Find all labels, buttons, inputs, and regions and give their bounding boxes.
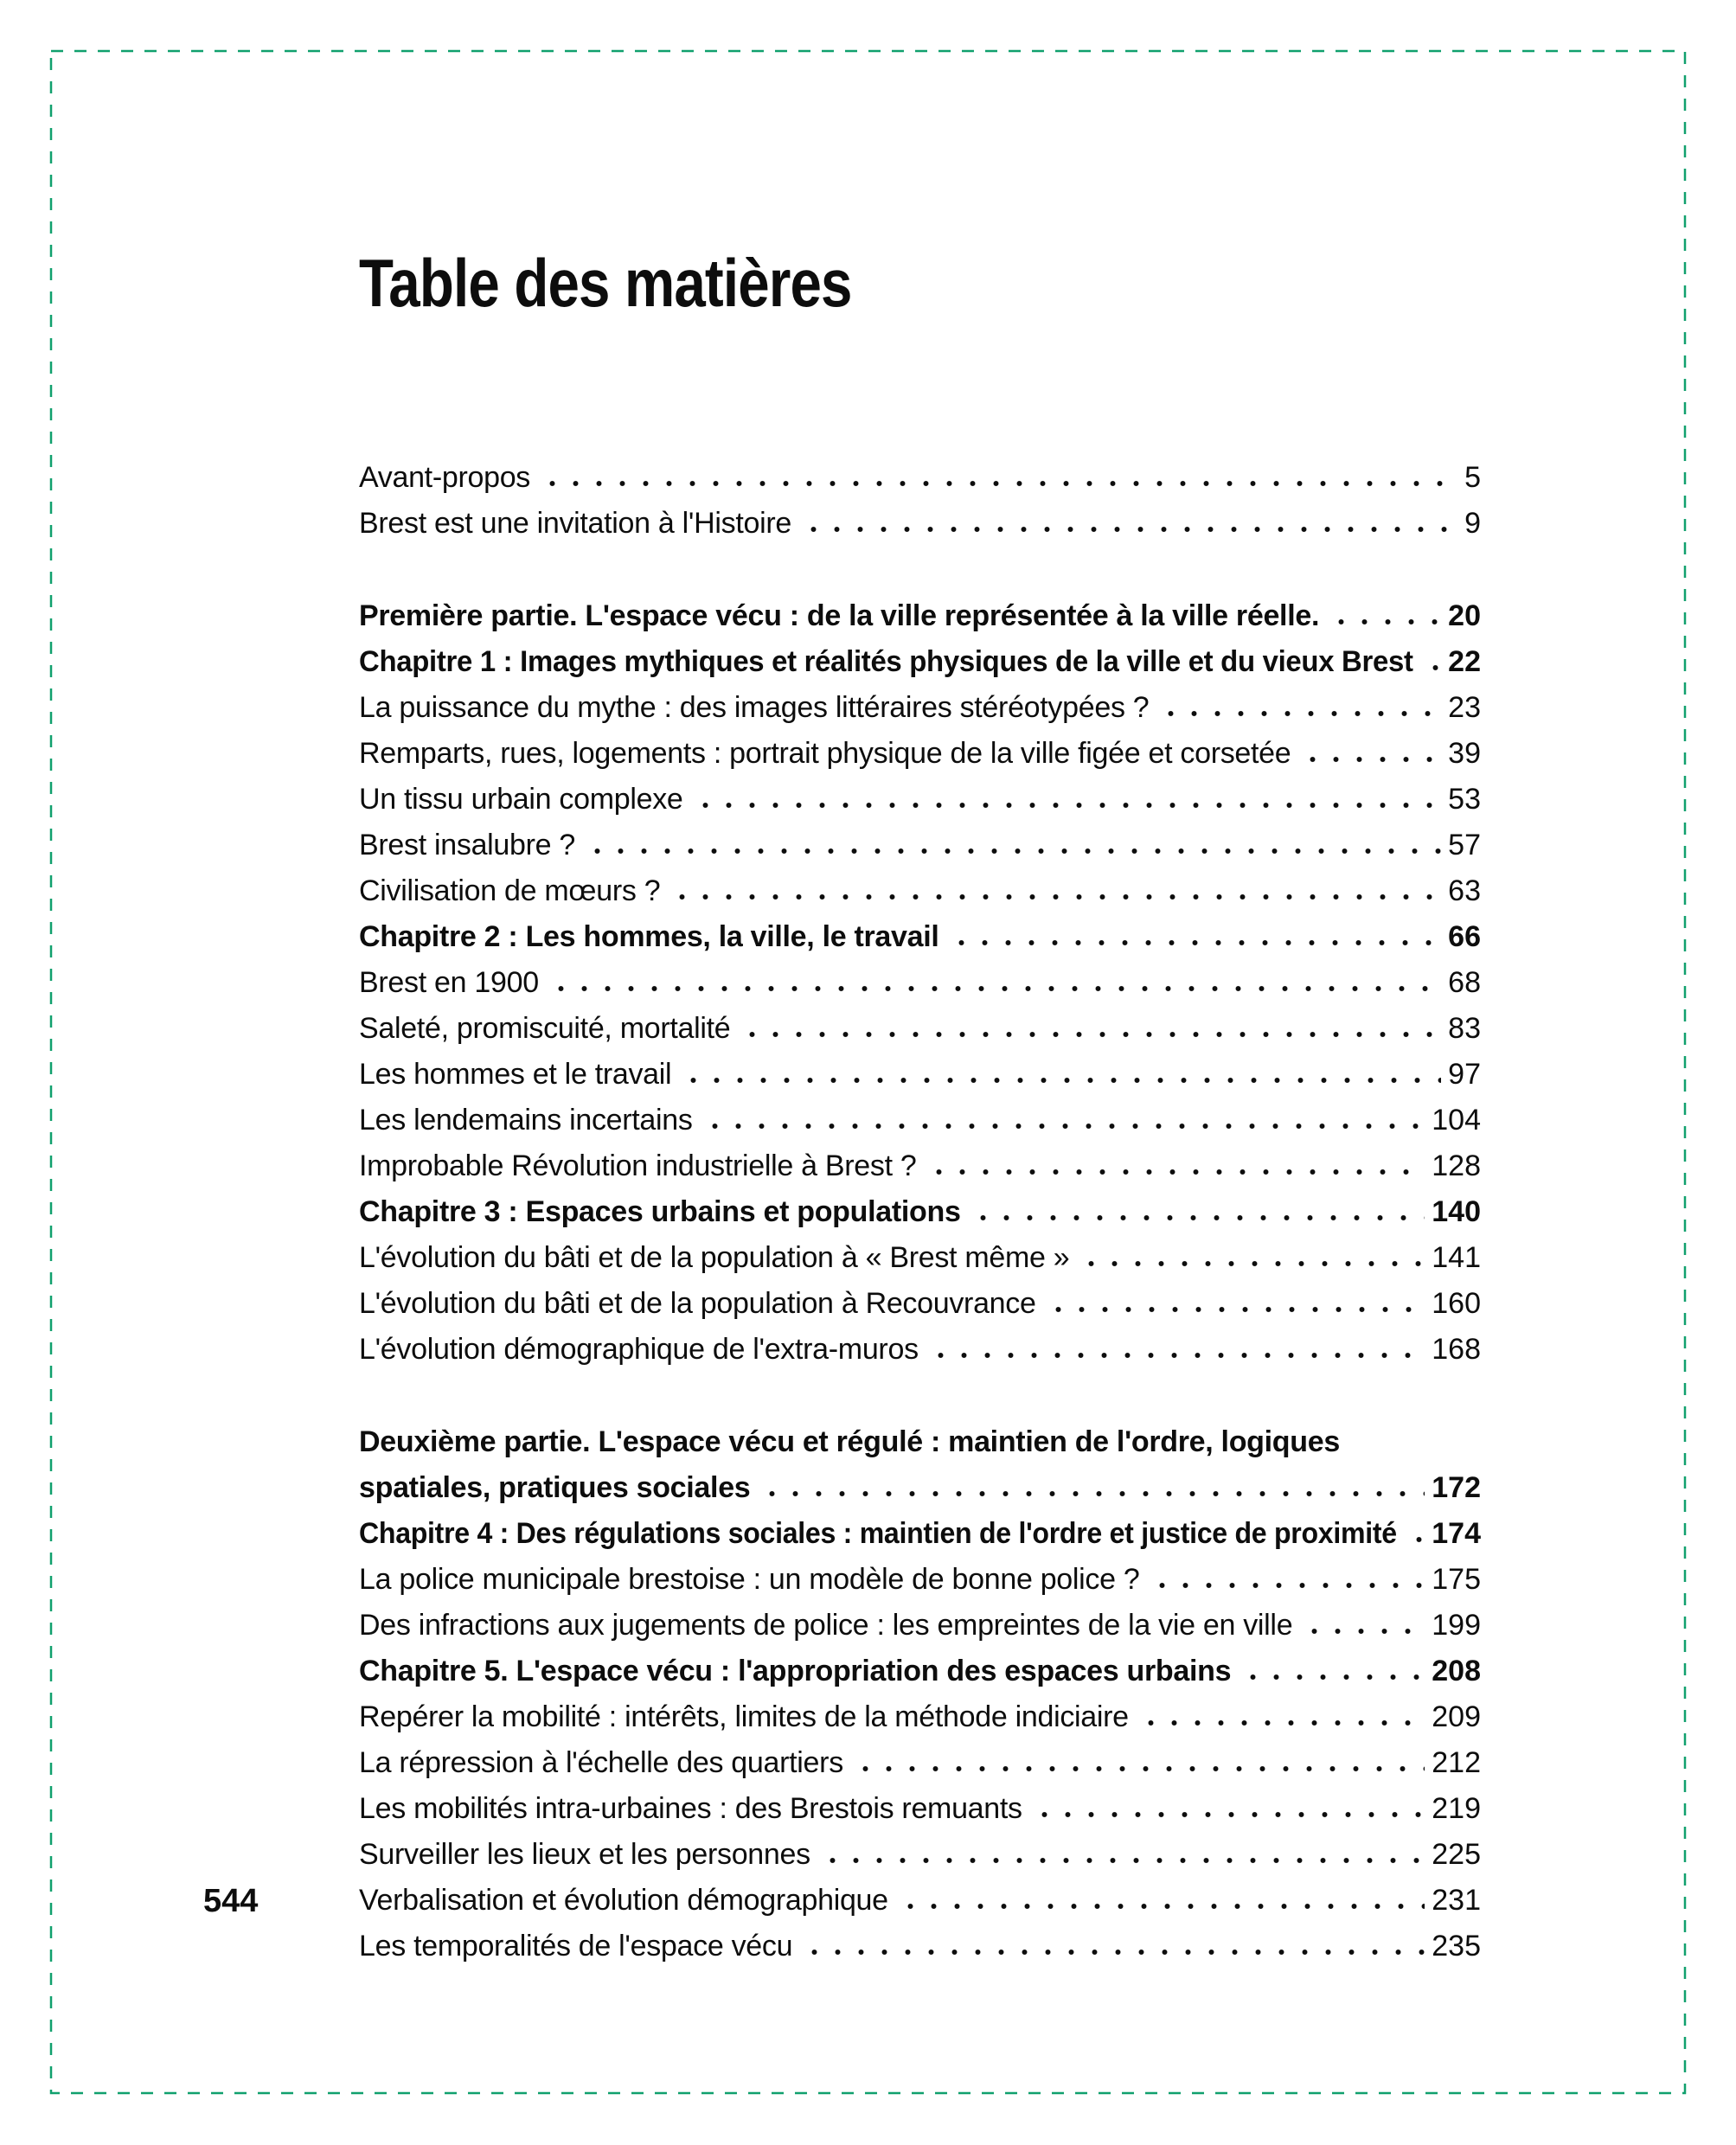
- toc-entry-label: La puissance du mythe : des images littéraires stéréotypées ?: [359, 691, 1150, 724]
- dot-leader: [1159, 710, 1441, 717]
- toc-content: [359, 0, 1481, 1969]
- dot-leader: [971, 1214, 1425, 1221]
- page-title-text: Table des matières: [359, 245, 852, 321]
- toc-entry: [359, 1878, 1481, 1924]
- dot-leader: [802, 526, 1457, 533]
- toc-page-number: 9: [1464, 507, 1481, 540]
- toc-entry: [359, 823, 1481, 868]
- toc-entry-label: Repérer la mobilité : intérêts, limites de la méthode indiciaire: [359, 1700, 1129, 1733]
- toc-entry: [359, 1465, 1481, 1511]
- toc-entry: [359, 1052, 1481, 1098]
- toc-page-number: 219: [1432, 1792, 1481, 1825]
- dot-leader: [1033, 1811, 1425, 1818]
- dot-leader: [1329, 618, 1441, 625]
- dot-leader: [927, 1169, 1425, 1175]
- toc-entry-label: L'évolution du bâti et de la population à Recouvrance: [359, 1287, 1036, 1320]
- toc-entry-label: Chapitre 1 : Images mythiques et réalités physiques de la ville et du vieux Brest: [359, 645, 1413, 678]
- toc-entry: [359, 1740, 1481, 1786]
- toc-entry: [359, 1603, 1481, 1649]
- toc-entry: [359, 777, 1481, 823]
- toc-entry-label: Deuxième partie. L'espace vécu et régulé : maintien de l'ordre, logiques: [359, 1425, 1340, 1458]
- toc-entry: [359, 1189, 1481, 1235]
- dot-leader: [929, 1352, 1425, 1359]
- toc-entry-label: Civilisation de mœurs ?: [359, 874, 661, 907]
- toc-page-number: 212: [1432, 1746, 1481, 1779]
- toc-page-number: 208: [1432, 1655, 1481, 1687]
- toc-entry-label: Verbalisation et évolution démographique: [359, 1884, 888, 1917]
- page-title: [359, 245, 852, 321]
- dot-leader: [1047, 1306, 1425, 1313]
- dot-leader: [670, 893, 1441, 900]
- dot-leader: [541, 480, 1457, 487]
- dot-leader: [760, 1490, 1425, 1497]
- toc-entry: [359, 1511, 1481, 1557]
- toc-entry-label: Chapitre 4 : Des régulations sociales : maintien de l'ordre et justice de proximité: [359, 1517, 1397, 1550]
- dot-leader: [821, 1857, 1425, 1864]
- toc-entry-label: Brest insalubre ?: [359, 829, 576, 861]
- toc-entry: [359, 1557, 1481, 1603]
- dot-leader: [1150, 1582, 1425, 1589]
- toc-page-number: 174: [1432, 1517, 1481, 1550]
- toc-entry: [359, 1098, 1481, 1143]
- toc-entry-label: Remparts, rues, logements : portrait physique de la ville figée et corsetée: [359, 737, 1291, 770]
- toc-page-number: 160: [1432, 1287, 1481, 1320]
- toc-entry: [359, 1924, 1481, 1969]
- dot-leader: [1301, 756, 1441, 763]
- toc-entry: [359, 1832, 1481, 1878]
- toc-entry: [359, 914, 1481, 960]
- toc-page-number: 20: [1448, 599, 1481, 632]
- toc-page-number: 39: [1448, 737, 1481, 770]
- dot-leader: [682, 1077, 1441, 1084]
- toc-entry-label: Chapitre 3 : Espaces urbains et populations: [359, 1195, 961, 1228]
- toc-entry-label: L'évolution du bâti et de la population à « Brest même »: [359, 1241, 1070, 1274]
- toc-page-number: 83: [1448, 1012, 1481, 1045]
- toc-page-number: 209: [1432, 1700, 1481, 1733]
- toc-page-number: 141: [1432, 1241, 1481, 1274]
- toc-entry-label: Un tissu urbain complexe: [359, 783, 683, 816]
- toc-entry: [359, 1327, 1481, 1373]
- toc-page-number: 175: [1432, 1563, 1481, 1596]
- toc-entry-label: Chapitre 5. L'espace vécu : l'appropriation des espaces urbains: [359, 1655, 1232, 1687]
- dot-leader: [950, 939, 1442, 946]
- toc-page-number: 168: [1432, 1333, 1481, 1366]
- toc-page-number: 68: [1448, 966, 1481, 999]
- toc-page-number: 140: [1432, 1195, 1481, 1228]
- dot-leader: [703, 1123, 1425, 1130]
- toc-entry-label: Brest est une invitation à l'Histoire: [359, 507, 791, 540]
- toc-page-number: 172: [1432, 1471, 1481, 1504]
- toc-entry-label: Saleté, promiscuité, mortalité: [359, 1012, 731, 1045]
- toc-entry: [359, 868, 1481, 914]
- toc-page-number: 231: [1432, 1884, 1481, 1917]
- dot-leader: [1241, 1674, 1425, 1681]
- toc-page-number: 23: [1448, 691, 1481, 724]
- toc-entry-label: La police municipale brestoise : un modèle de bonne police ?: [359, 1563, 1140, 1596]
- dot-leader: [1424, 664, 1442, 671]
- toc-entry-label: Les mobilités intra-urbaines : des Brestois remuants: [359, 1792, 1022, 1825]
- toc-page-number: 5: [1464, 461, 1481, 494]
- toc-entry-label: L'évolution démographique de l'extra-muros: [359, 1333, 919, 1366]
- toc-entry: [359, 1419, 1481, 1465]
- toc-entry-label: spatiales, pratiques sociales: [359, 1471, 751, 1504]
- toc-entry: [359, 1143, 1481, 1189]
- toc-entry: [359, 1006, 1481, 1052]
- toc-page-number: 53: [1448, 783, 1481, 816]
- toc-entry-label: Avant-propos: [359, 461, 531, 494]
- toc-entry-label: Les lendemains incertains: [359, 1104, 693, 1137]
- dot-leader: [1139, 1719, 1425, 1726]
- folio-page-number: 544: [203, 1883, 259, 1919]
- dot-leader: [899, 1903, 1425, 1910]
- toc-entry: [359, 639, 1481, 685]
- toc-page-number: 63: [1448, 874, 1481, 907]
- toc-page-number: 235: [1432, 1930, 1481, 1963]
- toc-page-number: 57: [1448, 829, 1481, 861]
- toc-entry: [359, 731, 1481, 777]
- toc-page-number: 104: [1432, 1104, 1481, 1137]
- toc-page-number: 225: [1432, 1838, 1481, 1871]
- dot-leader: [1079, 1260, 1425, 1267]
- toc-entry-label: Les temporalités de l'espace vécu: [359, 1930, 793, 1963]
- toc-entry: [359, 1649, 1481, 1694]
- toc-page-number: 66: [1448, 920, 1481, 953]
- dot-leader: [740, 1031, 1441, 1038]
- toc-entry-label: Des infractions aux jugements de police : les empreintes de la vie en ville: [359, 1609, 1293, 1642]
- dot-leader: [1407, 1536, 1425, 1543]
- dot-leader: [803, 1949, 1425, 1956]
- toc-entry-label: Les hommes et le travail: [359, 1058, 672, 1091]
- toc-entry-label: Brest en 1900: [359, 966, 539, 999]
- toc-entry-label: Improbable Révolution industrielle à Brest ?: [359, 1149, 917, 1182]
- toc-page-number: 128: [1432, 1149, 1481, 1182]
- dot-leader: [586, 848, 1441, 855]
- toc-entry-label: Première partie. L'espace vécu : de la ville représentée à la ville réelle.: [359, 599, 1320, 632]
- toc-entry: [359, 593, 1481, 639]
- toc-entry-label: Chapitre 2 : Les hommes, la ville, le travail: [359, 920, 939, 953]
- toc-entry: [359, 501, 1481, 547]
- toc-page-number: 199: [1432, 1609, 1481, 1642]
- dot-leader: [1303, 1628, 1425, 1635]
- toc-entry: [359, 1235, 1481, 1281]
- toc-entry-label: La répression à l'échelle des quartiers: [359, 1746, 843, 1779]
- toc-entry-label: Surveiller les lieux et les personnes: [359, 1838, 810, 1871]
- toc-entry: [359, 960, 1481, 1006]
- toc-entry: [359, 1281, 1481, 1327]
- dot-leader: [854, 1765, 1425, 1772]
- toc-entry: [359, 455, 1481, 501]
- toc-entry: [359, 685, 1481, 731]
- toc-entry: [359, 1786, 1481, 1832]
- toc-page-number: 22: [1448, 645, 1481, 678]
- toc-list: [359, 455, 1481, 1969]
- toc-page-number: 97: [1448, 1058, 1481, 1091]
- dot-leader: [549, 985, 1441, 992]
- dot-leader: [694, 802, 1442, 809]
- toc-entry: [359, 1694, 1481, 1740]
